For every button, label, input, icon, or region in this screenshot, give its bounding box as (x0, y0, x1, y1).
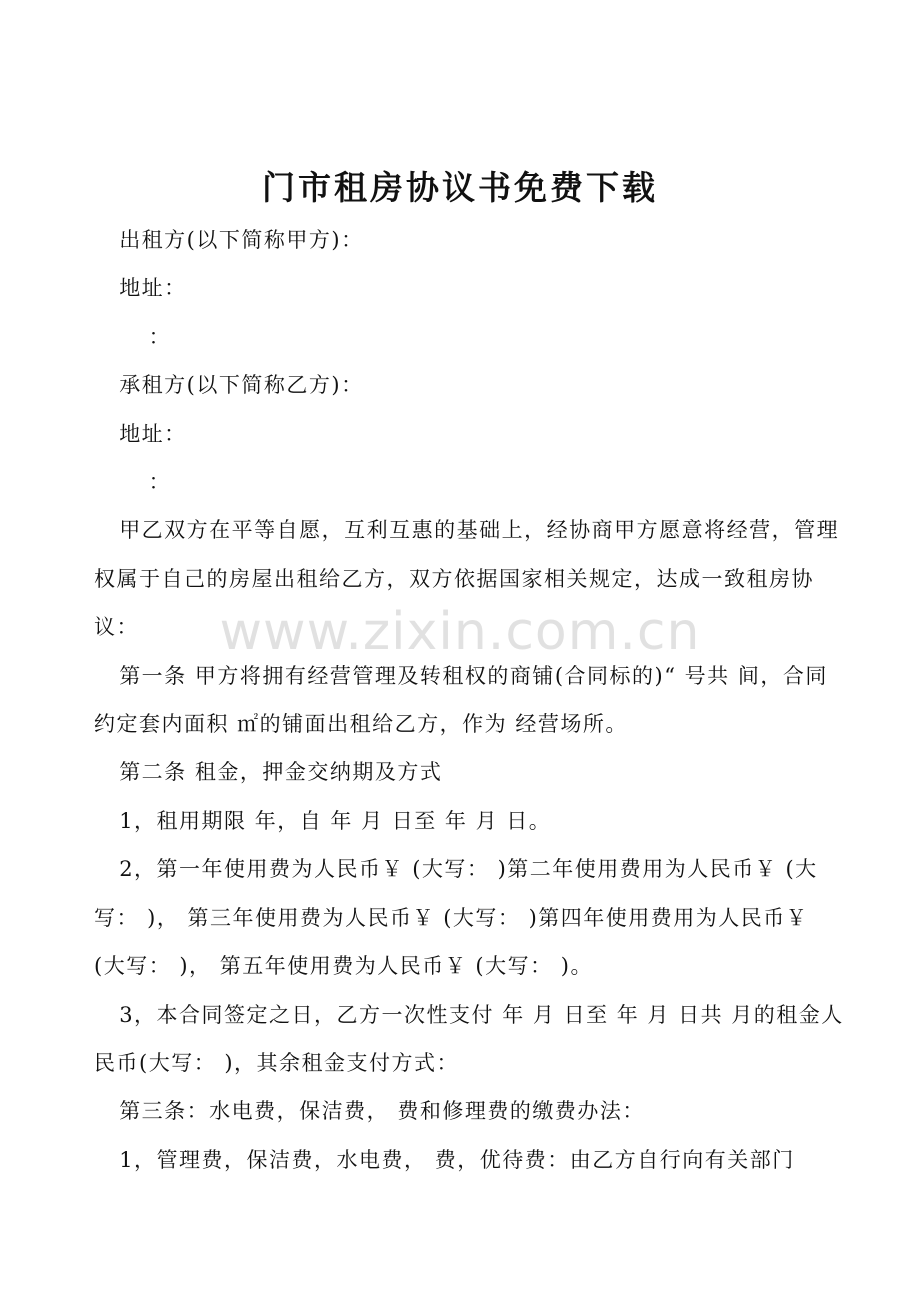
document-body (94, 216, 846, 1184)
lessee-line: 承租方(以下简称乙方)： (119, 373, 364, 398)
preamble-paragraph: 甲乙双方在平等自愿，互利互惠的基础上，经协商甲方愿意将经营，管理权属于自己的房屋出租给乙方，双方依据国家相关规定，达成一致租房协议： (94, 518, 840, 640)
article-1-paragraph: 第一条 甲方将拥有经营管理及转租权的商铺(合同标的)“ 号共 间，合同约定套内面积 ㎡的铺面出租给乙方，作为 经营场所。 (94, 663, 828, 737)
article-2-heading: 第二条 租金，押金交纳期及方式 (119, 760, 443, 785)
lessor-address-line: 地址： (119, 276, 187, 301)
article-2-item-3: 3，本合同签定之日，乙方一次性支付 年 月 日至 年 月 日共 月的租金人民币(大写： )，其余租金支付方式： (94, 1002, 844, 1075)
watermark-text: www.zixin.com.cn (219, 602, 701, 662)
article-2-item-2: 2，第一年使用费为人民币￥ (大写： )第二年使用费用为人民币￥ (大写： )， 第三年使用费为人民币￥ (大写： )第四年使用费用为人民币￥ (大写： )， 第五年使用费为人民币￥ (大写： )。 (94, 857, 818, 979)
lessee-address-line: 地址： (119, 421, 187, 446)
lessor-line: 出租方(以下简称甲方)： (119, 228, 364, 252)
lessor-blank-line: ： (148, 324, 172, 349)
article-3-item-1: 1，管理费，保洁费，水电费， 费，优待费：由乙方自行向有关部门 (119, 1147, 795, 1172)
document-title: 门市租房协议书免费下载 (262, 168, 658, 207)
article-2-item-1: 1，租用期限 年，自 年 月 日至 年 月 日。 (119, 808, 552, 833)
article-3-heading: 第三条：水电费，保洁费， 费和修理费的缴费办法： (119, 1099, 645, 1124)
lessee-blank-line: ： (148, 470, 172, 495)
